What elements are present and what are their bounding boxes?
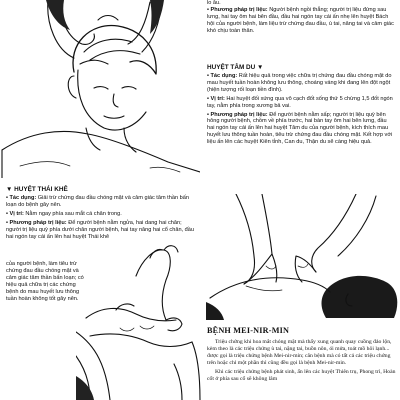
tam-du-position-text: Hai huyệt đối xứng qua vô cạch đốt sống thứ 5 chừng 1,5 đốt ngón tay, nằm phía trong xương bả vai. — [207, 95, 393, 109]
top-method-text: Người bệnh ngồi thẳng; người trị liệu đứng sau lưng, hai tay ôm hai bên đầu, đầu hai ngón tay cái ấn nhẹ lên huyệt Bách hội của người bệnh, làm liệu trừ chứng đau đầu, ù tai, nâng tai và cảm giác khó chịu toàn thân. — [207, 6, 394, 34]
tam-du-method-label: • Phương pháp trị liệu: — [207, 111, 268, 118]
tam-du-effect-text: Rất hiệu quả trong việc chữa trị chứng đau đầu chóng mặt do mau huyết tuần hoàn không lưu thông, choáng váng khi đang lên đột ngột (hiện tượng rối loạn tiền đình). — [207, 73, 392, 93]
thai-khe-position — [6, 211, 200, 218]
tam-du-position-label: • Vị trí: — [207, 95, 225, 102]
top-text-line: lo âu. — [207, 0, 221, 6]
thai-khe-effect-text: Giải trừ chứng đau đầu chóng mặt và cảm giác tâm thần bấn loạn do bệnh gây nên. — [6, 195, 189, 208]
thai-khe-method-text-a: Để người bệnh nằm ngửa, hai dang hai chân; người trị liệu quỳ phía dưới chân người bệnh, hai tay nâng hai cổ chân, đầu hai ngón tay cái ấn lên hai huyệt Thái khê — [6, 219, 194, 240]
thai-khe-title: ▼ HUYỆT THÁI KHÊ — [6, 186, 68, 193]
tam-du-title: HUYỆT TÂM DU ▼ — [207, 64, 264, 71]
tam-du-position — [207, 96, 395, 110]
head-massage-illustration — [0, 0, 200, 178]
thai-khe-method-text-b: của người bệnh, làm tiêu trừ chứng đau đầu chóng mặt và cảm giác tâm thần bấn loạn; có hiệu quả chữa trị các chứng bệnh do mau huyết lưu thông tuần hoàn không tốt gây nên. — [6, 261, 84, 302]
tam-du-section — [207, 64, 395, 146]
meniere-paragraph-1: Triệu chứng khi hoa mắt chóng mặt mà thấy xung quanh quay cuồng đảo lộn, kèm theo là các triệu chứng ù tai, nặng tai, buồn nôn, ói mửa, toát mồ hôi lạnh... được gọi là triệu chứng bệnh Mei-nir-min; căn bệnh mà có tất cả các triệu chứng trên hoặc chỉ một phần thì cũng đều gọi là bệnh Mei-nir-min. — [207, 339, 392, 366]
thai-khe-effect — [6, 195, 200, 209]
thai-khe-position-label: • Vị trí: — [6, 210, 24, 217]
meniere-paragraph-2: Khi các triệu chứng bệnh phát sinh, ấn lên các huyệt Thiên trụ, Phong trì, Hoàn cốt ở phía sau cổ sẽ không lâm — [207, 369, 396, 382]
foot-massage-illustration — [76, 236, 206, 400]
thai-khe-method-continued — [6, 261, 84, 302]
tam-du-effect-label: • Tác dụng: — [207, 73, 238, 79]
thai-khe-section — [6, 186, 200, 240]
tam-du-method-text: Để người bệnh nằm sấp; người trị liệu quỳ bên hông người bệnh, chồm về phía trước, hai bàn tay ôm hai bên lưng, đầu hai ngón tay cái ấn lên hai huyệt Tâm du của người bệnh, kích thích mau huyết lưu thông tuần hoàn, tiêu trừ chứng đau đầu chóng mặt. Kết hợp với liệu ấn lên các huyệt Kiên tỉnh, Can du, Thận du sẽ càng hiệu quả. — [207, 111, 393, 146]
top-method-paragraph — [207, 7, 395, 35]
thai-khe-method-label: • Phương pháp trị liệu: — [6, 219, 67, 226]
top-method-label: • Phương pháp trị liệu: — [207, 6, 268, 13]
tam-du-effect — [207, 73, 395, 94]
thai-khe-effect-label: • Tác dụng: — [6, 195, 37, 201]
tam-du-method — [207, 112, 395, 147]
meniere-section — [207, 326, 397, 383]
back-massage-illustration — [206, 194, 400, 320]
meniere-title: BỆNH MEI-NIR-MIN — [207, 326, 290, 335]
thai-khe-position-text: Nằm ngay phía sau mắt cá chân trong. — [23, 210, 122, 217]
